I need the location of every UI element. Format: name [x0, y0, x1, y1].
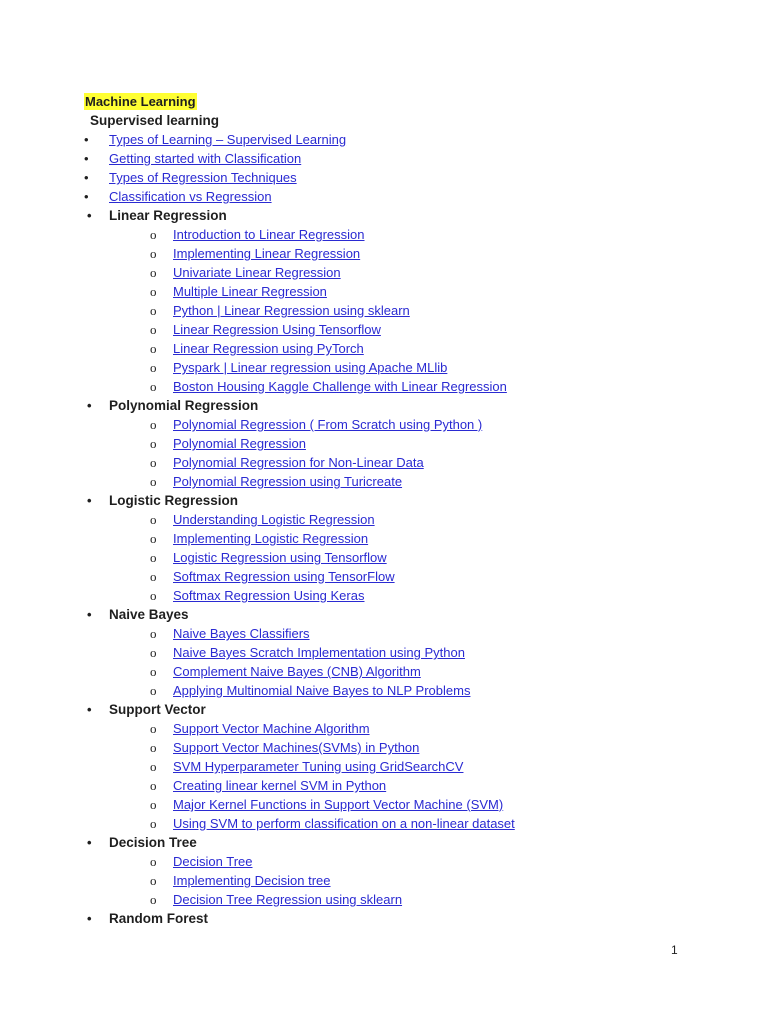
- subtitle-line: [84, 111, 724, 130]
- circle-bullet-icon: o: [150, 816, 157, 831]
- intro-link-item: [84, 149, 724, 168]
- bullet-icon: •: [84, 151, 89, 166]
- bullet-icon: •: [87, 911, 92, 926]
- sub-link-item: [84, 624, 724, 643]
- sub-link-item: [84, 852, 724, 871]
- section-heading-item: [84, 700, 724, 719]
- intro-link-item: [84, 168, 724, 187]
- section-heading-item: [84, 909, 724, 928]
- sub-link-item: [84, 301, 724, 320]
- sub-link[interactable]: Introduction to Linear Regression: [173, 227, 365, 242]
- circle-bullet-icon: o: [150, 379, 157, 394]
- circle-bullet-icon: o: [150, 778, 157, 793]
- sub-link-item: [84, 415, 724, 434]
- sub-link-item: [84, 529, 724, 548]
- sub-link[interactable]: Python | Linear Regression using sklearn: [173, 303, 410, 318]
- intro-link-item: [84, 130, 724, 149]
- circle-bullet-icon: o: [150, 227, 157, 242]
- circle-bullet-icon: o: [150, 303, 157, 318]
- sub-link-item: [84, 890, 724, 909]
- intro-link[interactable]: Getting started with Classification: [109, 151, 302, 166]
- sub-link[interactable]: Polynomial Regression using Turicreate: [173, 474, 403, 489]
- sub-link-item: [84, 320, 724, 339]
- bullet-icon: •: [87, 702, 92, 717]
- intro-link[interactable]: Types of Learning – Supervised Learning: [109, 132, 347, 147]
- sub-link[interactable]: Polynomial Regression: [173, 436, 306, 451]
- circle-bullet-icon: o: [150, 265, 157, 280]
- circle-bullet-icon: o: [150, 683, 157, 698]
- sub-link[interactable]: Complement Naive Bayes (CNB) Algorithm: [173, 664, 421, 679]
- intro-link[interactable]: Types of Regression Techniques: [109, 170, 297, 185]
- document-content: [84, 92, 724, 928]
- sub-link[interactable]: Implementing Linear Regression: [173, 246, 361, 261]
- section-heading-item: [84, 833, 724, 852]
- circle-bullet-icon: o: [150, 360, 157, 375]
- circle-bullet-icon: o: [150, 246, 157, 261]
- circle-bullet-icon: o: [150, 436, 157, 451]
- sub-link[interactable]: Understanding Logistic Regression: [173, 512, 375, 527]
- sub-link[interactable]: SVM Hyperparameter Tuning using GridSearchCV: [173, 759, 464, 774]
- circle-bullet-icon: o: [150, 588, 157, 603]
- circle-bullet-icon: o: [150, 512, 157, 527]
- sub-link-item: [84, 567, 724, 586]
- sub-link-item: [84, 814, 724, 833]
- sub-link-item: [84, 339, 724, 358]
- circle-bullet-icon: o: [150, 721, 157, 736]
- circle-bullet-icon: o: [150, 892, 157, 907]
- sub-link-item: [84, 795, 724, 814]
- circle-bullet-icon: o: [150, 455, 157, 470]
- section-heading: Linear Regression: [109, 208, 227, 223]
- circle-bullet-icon: o: [150, 474, 157, 489]
- sub-link[interactable]: Implementing Logistic Regression: [173, 531, 369, 546]
- sub-link[interactable]: Implementing Decision tree: [173, 873, 331, 888]
- section-heading-item: [84, 206, 724, 225]
- sub-link-item: [84, 662, 724, 681]
- sub-link-item: [84, 358, 724, 377]
- bullet-icon: •: [84, 189, 89, 204]
- sub-link[interactable]: Naive Bayes Scratch Implementation using Python: [173, 645, 465, 660]
- section-heading: Naive Bayes: [109, 607, 189, 622]
- section-heading: Random Forest: [109, 911, 209, 926]
- sub-link-item: [84, 871, 724, 890]
- circle-bullet-icon: o: [150, 531, 157, 546]
- sub-link-item: [84, 472, 724, 491]
- circle-bullet-icon: o: [150, 322, 157, 337]
- section-heading: Logistic Regression: [109, 493, 239, 508]
- section-heading-item: [84, 491, 724, 510]
- sub-link[interactable]: Pyspark | Linear regression using Apache MLlib: [173, 360, 448, 375]
- sub-link[interactable]: Support Vector Machine Algorithm: [173, 721, 370, 736]
- bullet-icon: •: [87, 398, 92, 413]
- section-heading: Polynomial Regression: [109, 398, 259, 413]
- section-heading: Decision Tree: [109, 835, 197, 850]
- sub-link-item: [84, 776, 724, 795]
- circle-bullet-icon: o: [150, 664, 157, 679]
- intro-link[interactable]: Classification vs Regression: [109, 189, 272, 204]
- sub-link-item: [84, 263, 724, 282]
- sub-link-item: [84, 244, 724, 263]
- circle-bullet-icon: o: [150, 341, 157, 356]
- sub-link[interactable]: Boston Housing Kaggle Challenge with Linear Regression: [173, 379, 507, 394]
- sub-link[interactable]: Logistic Regression using Tensorflow: [173, 550, 387, 565]
- circle-bullet-icon: o: [150, 626, 157, 641]
- sub-link-item: [84, 757, 724, 776]
- sub-link[interactable]: Polynomial Regression for Non-Linear Data: [173, 455, 424, 470]
- circle-bullet-icon: o: [150, 797, 157, 812]
- sub-link[interactable]: Decision Tree Regression using sklearn: [173, 892, 403, 907]
- sub-link-item: [84, 548, 724, 567]
- sub-link[interactable]: Softmax Regression using TensorFlow: [173, 569, 395, 584]
- page-number: 1: [671, 943, 678, 957]
- bullet-icon: •: [87, 835, 92, 850]
- sub-link-item: [84, 681, 724, 700]
- circle-bullet-icon: o: [150, 854, 157, 869]
- intro-link-item: [84, 187, 724, 206]
- sub-link-item: [84, 643, 724, 662]
- circle-bullet-icon: o: [150, 740, 157, 755]
- sub-link[interactable]: Support Vector Machines(SVMs) in Python: [173, 740, 420, 755]
- doc-title: Machine Learning: [85, 94, 196, 109]
- section-heading-item: [84, 605, 724, 624]
- sub-link[interactable]: Decision Tree: [173, 854, 253, 869]
- sub-link[interactable]: Polynomial Regression ( From Scratch using Python ): [173, 417, 483, 432]
- sub-link-item: [84, 738, 724, 757]
- section-list: [84, 206, 724, 928]
- doc-subtitle: Supervised learning: [90, 113, 220, 128]
- sub-link[interactable]: Softmax Regression Using Keras: [173, 588, 365, 603]
- section-heading: Support Vector: [109, 702, 206, 717]
- sub-link-item: [84, 282, 724, 301]
- circle-bullet-icon: o: [150, 550, 157, 565]
- sub-link-item: [84, 377, 724, 396]
- bullet-icon: •: [84, 132, 89, 147]
- section-heading-item: [84, 396, 724, 415]
- bullet-icon: •: [87, 493, 92, 508]
- sub-link[interactable]: Linear Regression Using Tensorflow: [173, 322, 381, 337]
- bullet-icon: •: [87, 208, 92, 223]
- circle-bullet-icon: o: [150, 284, 157, 299]
- sub-link[interactable]: Using SVM to perform classification on a non-linear dataset: [173, 816, 515, 831]
- circle-bullet-icon: o: [150, 569, 157, 584]
- sub-link[interactable]: Naive Bayes Classifiers: [173, 626, 310, 641]
- sub-link[interactable]: Multiple Linear Regression: [173, 284, 327, 299]
- sub-link[interactable]: Applying Multinomial Naive Bayes to NLP Problems: [173, 683, 471, 698]
- sub-link[interactable]: Linear Regression using PyTorch: [173, 341, 364, 356]
- circle-bullet-icon: o: [150, 417, 157, 432]
- circle-bullet-icon: o: [150, 873, 157, 888]
- sub-link-item: [84, 719, 724, 738]
- sub-link-item: [84, 510, 724, 529]
- title-line: [84, 92, 724, 111]
- sub-link[interactable]: Creating linear kernel SVM in Python: [173, 778, 387, 793]
- bullet-icon: •: [84, 170, 89, 185]
- sub-link[interactable]: Major Kernel Functions in Support Vector Machine (SVM): [173, 797, 504, 812]
- circle-bullet-icon: o: [150, 645, 157, 660]
- sub-link[interactable]: Univariate Linear Regression: [173, 265, 341, 280]
- bullet-icon: •: [87, 607, 92, 622]
- sub-link-item: [84, 586, 724, 605]
- intro-link-list: [84, 130, 724, 206]
- sub-link-item: [84, 225, 724, 244]
- sub-link-item: [84, 453, 724, 472]
- circle-bullet-icon: o: [150, 759, 157, 774]
- sub-link-item: [84, 434, 724, 453]
